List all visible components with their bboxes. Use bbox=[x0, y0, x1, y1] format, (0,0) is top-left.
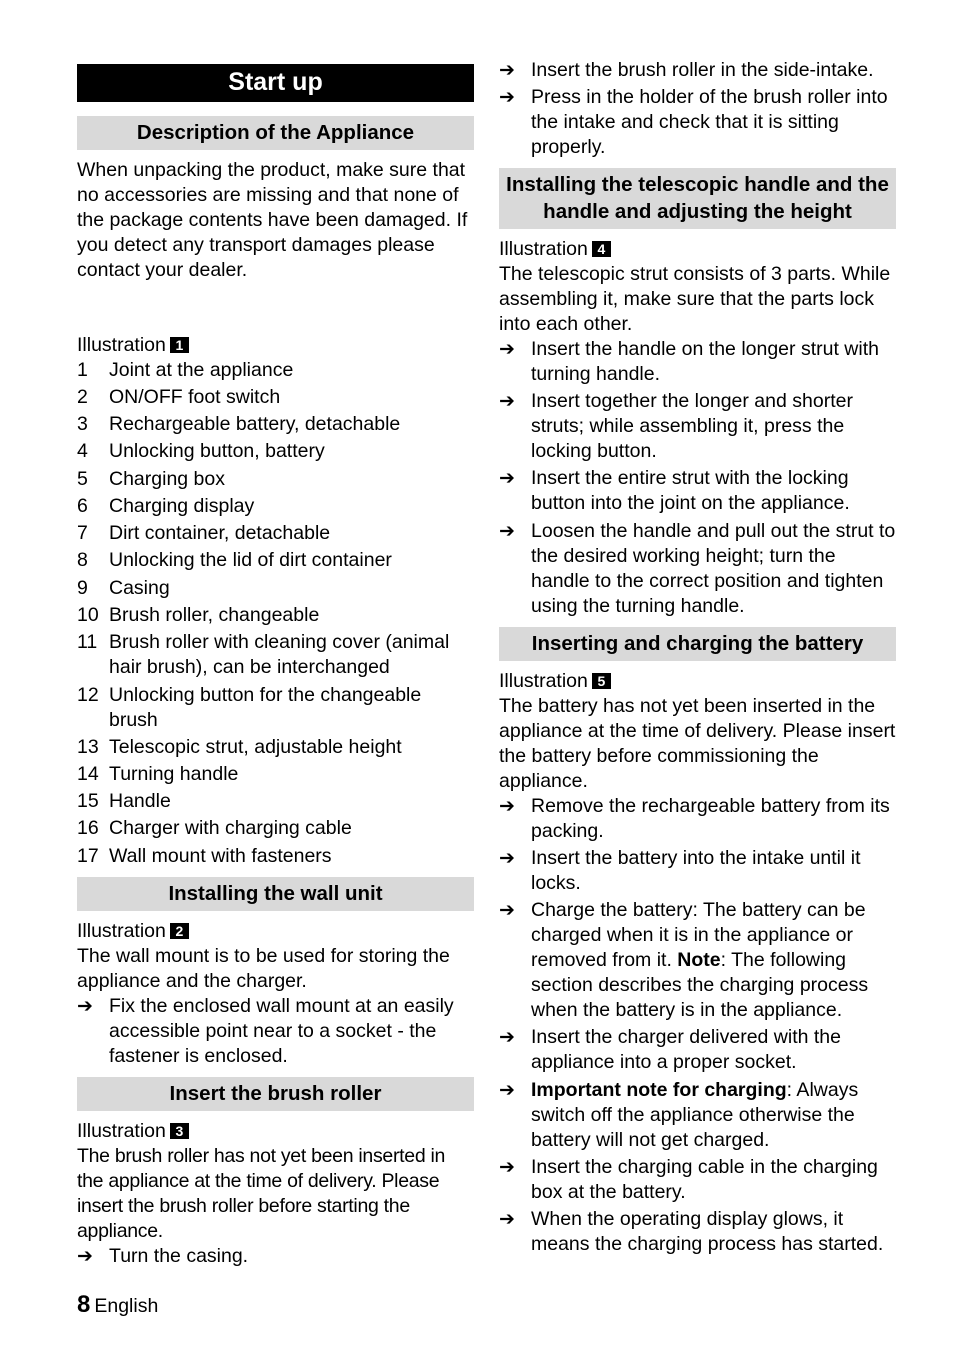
description-intro: When unpacking the product, make sure that no accessories are missing and that none of the package contents have been damaged. If you detect any transport damages please contact your dealer. bbox=[77, 159, 468, 281]
item-text: Charging box bbox=[109, 468, 225, 490]
list-item bbox=[77, 439, 474, 464]
step-text: Insert together the longer and shorter struts; while assembling it, press the locking button. bbox=[531, 390, 853, 462]
wall-unit-text: The wall mount is to be used for storing the appliance and the charger. bbox=[77, 945, 450, 992]
section-heading-description: Description of the Appliance bbox=[77, 116, 474, 150]
step-text: Insert the charging cable in the charging box at the battery. bbox=[531, 1156, 878, 1203]
arrow-right-icon: ➔ bbox=[499, 521, 515, 542]
list-item bbox=[77, 494, 474, 519]
section-heading-wall-unit: Installing the wall unit bbox=[77, 877, 474, 911]
item-number: 13 bbox=[77, 736, 99, 758]
illustration-label: Illustration bbox=[77, 920, 166, 942]
list-item bbox=[77, 630, 474, 680]
step-text: Insert the battery into the intake until it locks. bbox=[531, 847, 861, 894]
important-note-label: Important note for charging bbox=[531, 1079, 787, 1101]
step-item bbox=[499, 1155, 896, 1205]
step-item bbox=[499, 58, 896, 83]
illustration-label: Illustration bbox=[499, 670, 588, 692]
item-text: Casing bbox=[109, 577, 170, 599]
brush-roller-text: The brush roller has not yet been inserted in the appliance at the time of delivery. Please insert the brush roller before starting the appliance. bbox=[77, 1145, 446, 1242]
item-number: 15 bbox=[77, 790, 99, 812]
item-text: Rechargeable battery, detachable bbox=[109, 413, 401, 435]
item-text: Brush roller, changeable bbox=[109, 604, 320, 626]
step-item bbox=[77, 994, 474, 1069]
item-text: Charging display bbox=[109, 495, 255, 517]
step-text: Remove the rechargeable battery from its packing. bbox=[531, 795, 890, 842]
list-item bbox=[77, 412, 474, 437]
arrow-right-icon: ➔ bbox=[499, 1080, 515, 1101]
illustration-label: Illustration bbox=[77, 334, 166, 356]
item-number: 6 bbox=[77, 495, 88, 517]
arrow-right-icon: ➔ bbox=[499, 1157, 515, 1178]
arrow-right-icon: ➔ bbox=[499, 339, 515, 360]
step-item bbox=[499, 519, 896, 619]
step-text-part: : The following section describes the charging process when the battery is in the appliance. bbox=[531, 949, 869, 1021]
step-text: When the operating display glows, it means the charging process has started. bbox=[531, 1208, 884, 1255]
arrow-right-icon: ➔ bbox=[77, 1246, 93, 1267]
page-title: Start up bbox=[77, 64, 474, 102]
item-text: Brush roller with cleaning cover (animal hair brush), can be interchanged bbox=[109, 631, 450, 678]
arrow-right-icon: ➔ bbox=[499, 848, 515, 869]
item-number: 7 bbox=[77, 522, 88, 544]
battery-text: The battery has not yet been inserted in the appliance at the time of delivery. Please insert the battery before commissioning the appliance. bbox=[499, 695, 896, 792]
illustration-2-label bbox=[77, 919, 189, 944]
step-item bbox=[499, 466, 896, 516]
illustration-5-label bbox=[499, 669, 611, 694]
list-item bbox=[77, 816, 474, 841]
item-text: Handle bbox=[109, 790, 171, 812]
item-number: 12 bbox=[77, 684, 99, 706]
step-text-part: Charge the battery: The battery can be charged when it is in the appliance or removed from it. bbox=[531, 899, 866, 971]
list-item bbox=[77, 521, 474, 546]
list-item bbox=[77, 385, 474, 410]
page-footer bbox=[77, 1292, 158, 1319]
item-text: Joint at the appliance bbox=[109, 359, 294, 381]
section-heading-battery: Inserting and charging the battery bbox=[499, 627, 896, 661]
note-label: Note bbox=[677, 949, 721, 971]
step-item bbox=[499, 1025, 896, 1075]
arrow-right-icon: ➔ bbox=[77, 996, 93, 1017]
arrow-right-icon: ➔ bbox=[499, 900, 515, 921]
step-item bbox=[77, 1244, 474, 1269]
illustration-label: Illustration bbox=[77, 1120, 166, 1142]
arrow-right-icon: ➔ bbox=[499, 60, 515, 81]
step-item bbox=[499, 846, 896, 896]
item-number: 1 bbox=[77, 359, 88, 381]
step-item bbox=[499, 389, 896, 464]
list-item bbox=[77, 548, 474, 573]
step-text: Fix the enclosed wall mount at an easily accessible point near to a socket - the fastener is enclosed. bbox=[109, 995, 454, 1067]
illustration-label: Illustration bbox=[499, 238, 588, 260]
footer-language: English bbox=[94, 1295, 159, 1317]
list-item bbox=[77, 683, 474, 733]
illustration-1-label bbox=[77, 333, 189, 358]
item-number: 9 bbox=[77, 577, 88, 599]
item-text: Dirt container, detachable bbox=[109, 522, 331, 544]
list-item bbox=[77, 789, 474, 814]
step-item bbox=[499, 85, 896, 160]
arrow-right-icon: ➔ bbox=[499, 796, 515, 817]
step-text bbox=[531, 1078, 896, 1153]
section-heading-brush-roller: Insert the brush roller bbox=[77, 1077, 474, 1111]
item-number: 5 bbox=[77, 468, 88, 490]
item-number: 16 bbox=[77, 817, 99, 839]
illustration-number-box: 2 bbox=[170, 923, 189, 939]
page-number: 8 bbox=[77, 1291, 91, 1318]
list-item bbox=[77, 603, 474, 628]
step-text: Insert the entire strut with the locking button into the joint on the appliance. bbox=[531, 467, 850, 514]
item-number: 8 bbox=[77, 549, 88, 571]
arrow-right-icon: ➔ bbox=[499, 1027, 515, 1048]
step-text bbox=[531, 898, 896, 1023]
illustration-number-box: 3 bbox=[170, 1123, 189, 1139]
step-text: Insert the handle on the longer strut with turning handle. bbox=[531, 338, 879, 385]
item-number: 11 bbox=[77, 631, 98, 653]
step-text: Press in the holder of the brush roller into the intake and check that it is sitting properly. bbox=[531, 86, 888, 158]
item-text: Unlocking the lid of dirt container bbox=[109, 549, 392, 571]
step-item bbox=[499, 1207, 896, 1257]
item-text: Charger with charging cable bbox=[109, 817, 352, 839]
list-item bbox=[77, 467, 474, 492]
step-text-part: : Always switch off the appliance otherwise the battery will not get charged. bbox=[531, 1079, 859, 1151]
arrow-right-icon: ➔ bbox=[499, 1209, 515, 1230]
step-item bbox=[499, 794, 896, 844]
step-item bbox=[499, 898, 896, 1023]
item-text: ON/OFF foot switch bbox=[109, 386, 281, 408]
step-item bbox=[499, 337, 896, 387]
illustration-4-label bbox=[499, 237, 611, 262]
item-number: 14 bbox=[77, 763, 99, 785]
section-heading-telescopic-handle: Installing the telescopic handle and the handle and adjusting the height bbox=[499, 168, 896, 229]
step-text: Loosen the handle and pull out the strut to the desired working height; turn the handle to the correct position and tighten using the turning handle. bbox=[531, 520, 896, 617]
list-item bbox=[77, 735, 474, 760]
step-text: Turn the casing. bbox=[109, 1245, 249, 1267]
step-text: Insert the charger delivered with the appliance into a proper socket. bbox=[531, 1026, 842, 1073]
step-item bbox=[499, 1078, 896, 1153]
item-number: 3 bbox=[77, 413, 88, 435]
list-item bbox=[77, 576, 474, 601]
illustration-number-box: 4 bbox=[592, 241, 611, 257]
item-number: 10 bbox=[77, 604, 99, 626]
item-text: Unlocking button, battery bbox=[109, 440, 325, 462]
list-item bbox=[77, 844, 474, 869]
arrow-right-icon: ➔ bbox=[499, 468, 515, 489]
list-item bbox=[77, 358, 474, 383]
item-text: Unlocking button for the changeable brush bbox=[109, 684, 422, 731]
telescopic-handle-text: The telescopic strut consists of 3 parts. While assembling it, make sure that the parts lock into each other. bbox=[499, 263, 891, 335]
arrow-right-icon: ➔ bbox=[499, 391, 515, 412]
step-text: Insert the brush roller in the side-intake. bbox=[531, 59, 874, 81]
item-text: Telescopic strut, adjustable height bbox=[109, 736, 402, 758]
item-number: 17 bbox=[77, 845, 99, 867]
item-text: Wall mount with fasteners bbox=[109, 845, 332, 867]
item-number: 2 bbox=[77, 386, 88, 408]
illustration-number-box: 5 bbox=[592, 673, 611, 689]
illustration-3-label bbox=[77, 1119, 189, 1144]
illustration-number-box: 1 bbox=[170, 337, 189, 353]
list-item bbox=[77, 762, 474, 787]
item-number: 4 bbox=[77, 440, 88, 462]
item-text: Turning handle bbox=[109, 763, 239, 785]
arrow-right-icon: ➔ bbox=[499, 87, 515, 108]
